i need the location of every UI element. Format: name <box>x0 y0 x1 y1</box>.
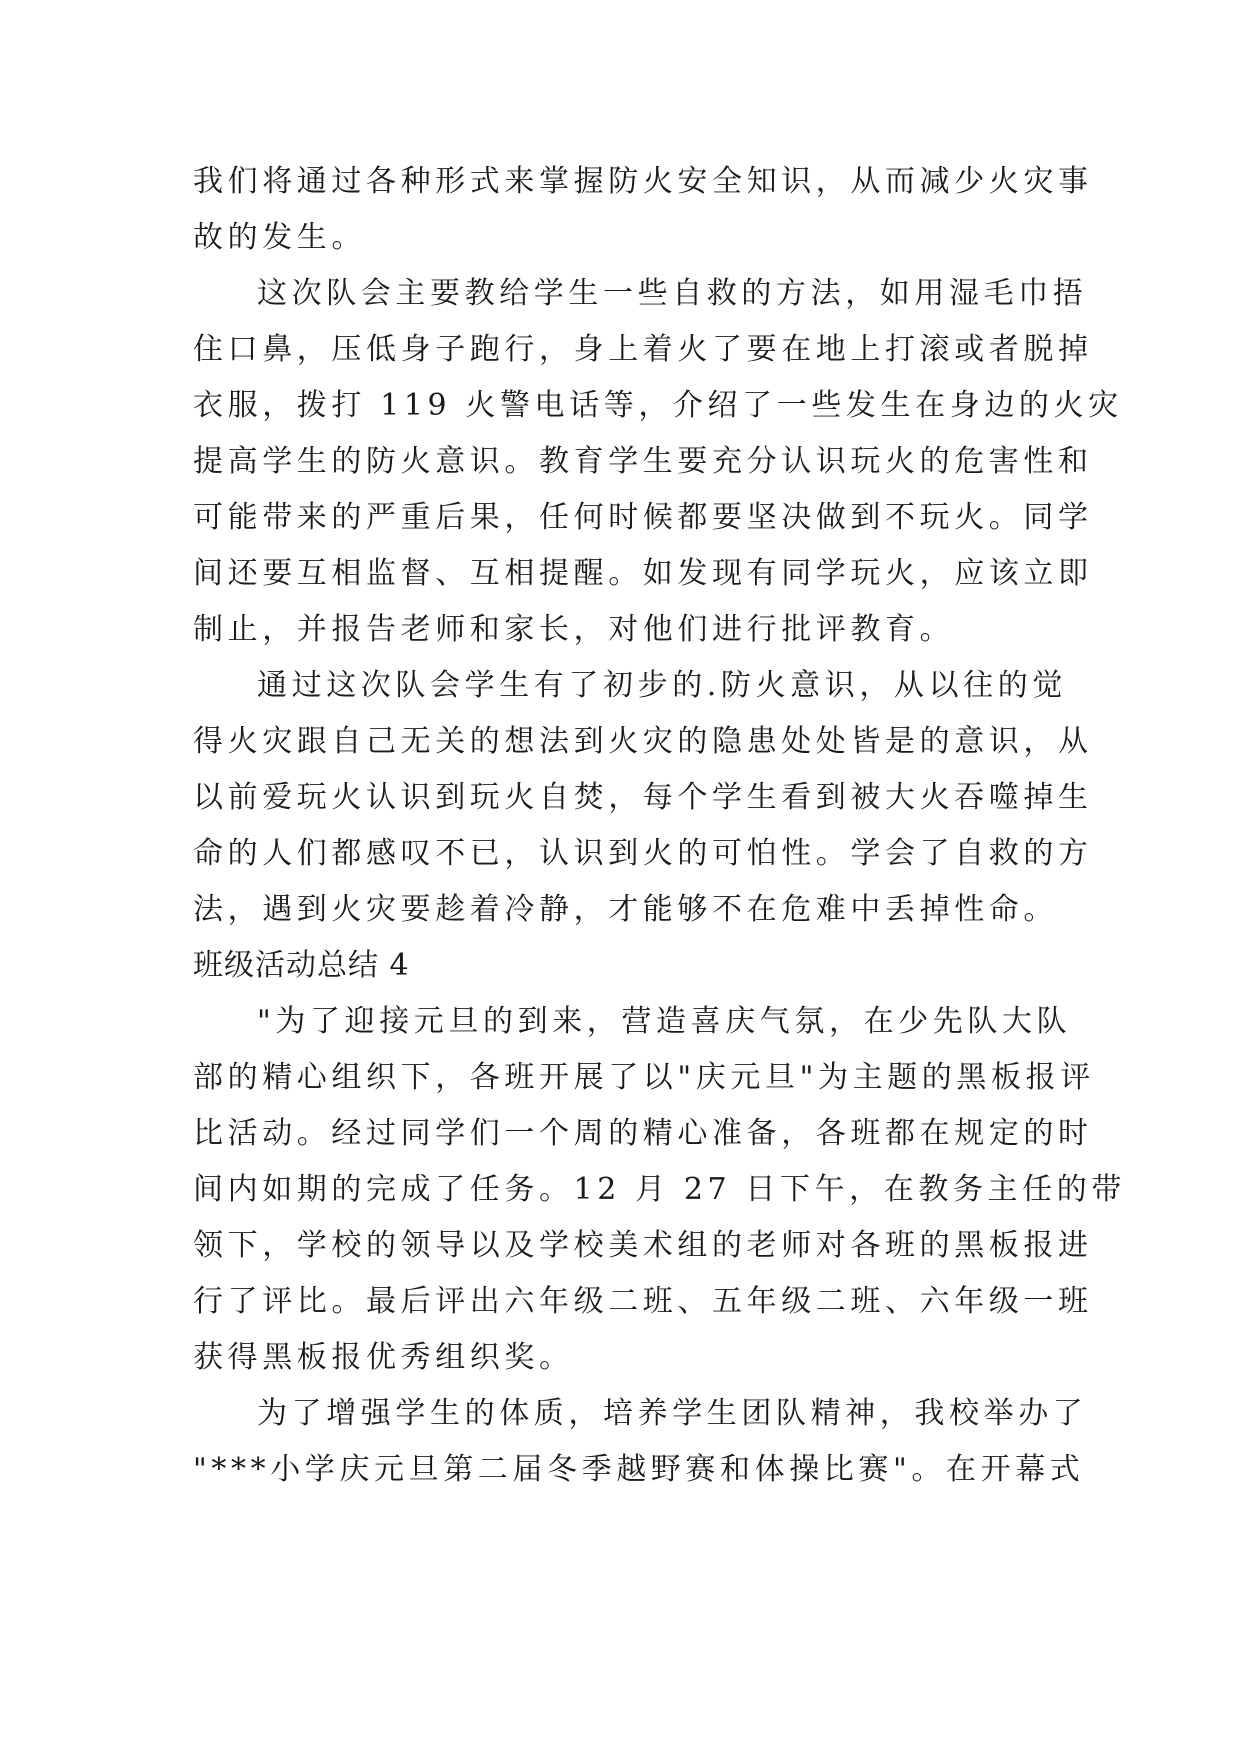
paragraph-line: 间内如期的完成了任务。12 月 27 日下午，在教务主任的带 <box>193 1172 1126 1207</box>
paragraph-line: 命的人们都感叹不已，认识到火的可怕性。学会了自救的方 <box>193 836 1093 871</box>
paragraph-line: "***小学庆元旦第二届冬季越野赛和体操比赛"。在开幕式 <box>193 1452 1085 1487</box>
paragraph-line: 领下，学校的领导以及学校美术组的老师对各班的黑板报进 <box>193 1228 1093 1263</box>
paragraph-line: 我们将通过各种形式来掌握防火安全知识，从而减少火灾事 <box>193 164 1093 199</box>
paragraph-line: 制止，并报告老师和家长，对他们进行批评教育。 <box>193 612 955 647</box>
paragraph-line: 以前爱玩火认识到玩火自焚，每个学生看到被大火吞噬掉生 <box>193 780 1093 815</box>
paragraph-line: 衣服，拨打 119 火警电话等，介绍了一些发生在身边的火灾 <box>193 388 1123 423</box>
paragraph-line: 住口鼻，压低身子跑行，身上着火了要在地上打滚或者脱掉 <box>193 332 1093 367</box>
paragraph-line: "为了迎接元旦的到来，营造喜庆气氛，在少先队大队 <box>257 1004 1072 1039</box>
paragraph-line: 提高学生的防火意识。教育学生要充分认识玩火的危害性和 <box>193 444 1093 479</box>
paragraph-line: 法，遇到火灾要趁着冷静，才能够不在危难中丢掉性命。 <box>193 892 1058 927</box>
paragraph-line: 间还要互相监督、互相提醒。如发现有同学玩火，应该立即 <box>193 556 1093 591</box>
paragraph-line: 通过这次队会学生有了初步的.防火意识，从以往的觉 <box>257 668 1067 703</box>
paragraph-line: 这次队会主要教给学生一些自救的方法，如用湿毛巾捂 <box>257 276 1088 311</box>
paragraph-line: 获得黑板报优秀组织奖。 <box>193 1340 574 1375</box>
paragraph-line: 部的精心组织下，各班开展了以"庆元旦"为主题的黑板报评 <box>193 1060 1095 1095</box>
paragraph-line: 为了增强学生的体质，培养学生团队精神，我校举办了 <box>257 1396 1088 1431</box>
document-body <box>193 154 1126 1498</box>
paragraph-line: 比活动。经过同学们一个周的精心准备，各班都在规定的时 <box>193 1116 1093 1151</box>
paragraph-line: 得火灾跟自己无关的想法到火灾的隐患处处皆是的意识，从 <box>193 724 1093 759</box>
section-heading: 班级活动总结 4 <box>193 948 410 983</box>
paragraph-line: 故的发生。 <box>193 220 366 255</box>
paragraph-line: 可能带来的严重后果，任何时候都要坚决做到不玩火。同学 <box>193 500 1093 535</box>
paragraph-line: 行了评比。最后评出六年级二班、五年级二班、六年级一班 <box>193 1284 1093 1319</box>
